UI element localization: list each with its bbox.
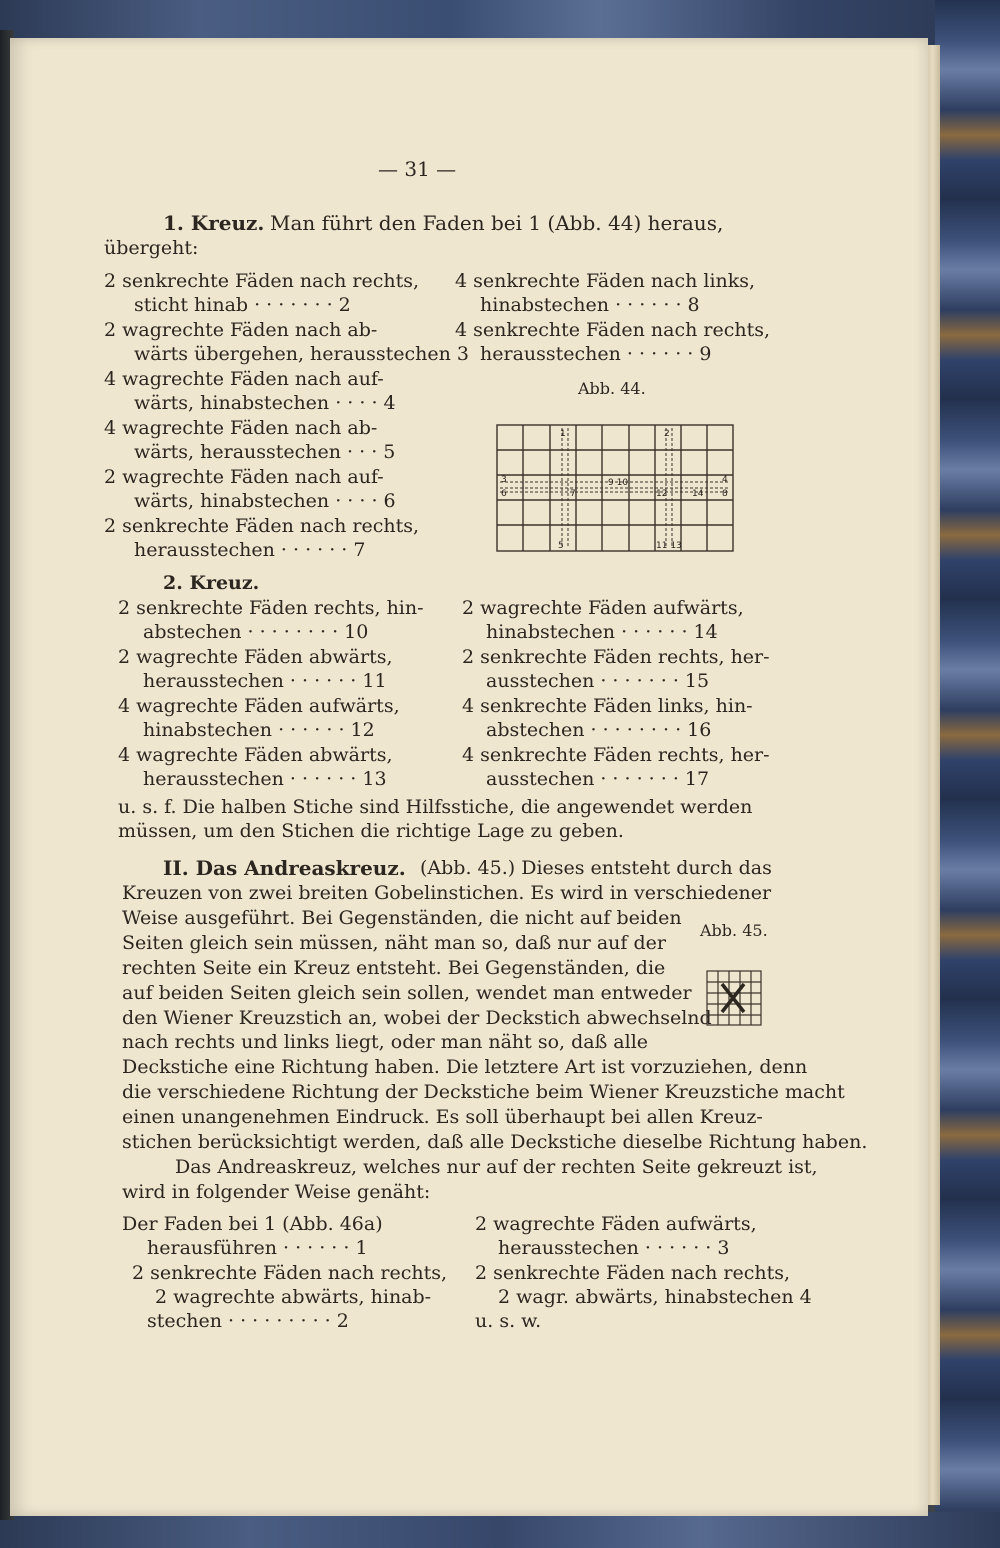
- paragraph-line: einen unangenehmen Eindruck. Es soll überhaupt bei allen Kreuz-: [122, 1106, 763, 1128]
- figure-44-mark: 8: [722, 489, 728, 499]
- figure-44-mark: 11 13: [656, 541, 682, 551]
- paragraph-line: u. s. f. Die halben Stiche sind Hilfsstiche, die angewendet werden: [118, 796, 753, 818]
- step-line: hinabstechen · · · · · · 14: [486, 621, 718, 643]
- step-line: 2 senkrechte Fäden nach rechts,: [104, 515, 420, 537]
- figure-44-mark: 7: [570, 489, 576, 499]
- step-line: 4 senkrechte Fäden nach links,: [455, 270, 756, 292]
- step-line: herausstechen · · · · · · 7: [134, 539, 366, 561]
- section-intro-cont: übergeht:: [104, 237, 199, 259]
- figure-44-label: Abb. 44.: [578, 379, 646, 398]
- step-line: stechen · · · · · · · · · 2: [147, 1310, 349, 1332]
- figure-44-mark: 2: [664, 429, 670, 439]
- step-line: 4 senkrechte Fäden links, hin-: [462, 695, 753, 717]
- figure-44-mark: 4: [722, 475, 728, 485]
- figure-44-mark: 1: [560, 429, 566, 439]
- paragraph-line: Seiten gleich sein müssen, näht man so, daß nur auf der: [122, 932, 666, 954]
- paragraph-line: Kreuzen von zwei breiten Gobelinstichen. Es wird in verschiedener: [122, 882, 772, 904]
- step-line: sticht hinab · · · · · · · 2: [134, 294, 351, 316]
- step-line: 2 wagrechte Fäden abwärts,: [118, 646, 393, 668]
- step-line: herausstechen · · · · · · 13: [143, 768, 387, 790]
- step-line: 2 senkrechte Fäden rechts, her-: [462, 646, 770, 668]
- step-line: 2 senkrechte Fäden rechts, hin-: [118, 597, 424, 619]
- step-line: wärts übergehen, herausstechen 3: [134, 343, 470, 365]
- figure-44-mark: 9 10: [608, 478, 629, 488]
- section-heading-kreuz-2: 2. Kreuz.: [163, 572, 260, 594]
- paragraph-line: die verschiedene Richtung der Deckstiche beim Wiener Kreuzstiche macht: [122, 1081, 845, 1103]
- step-line: u. s. w.: [475, 1310, 542, 1332]
- step-line: wärts, herausstechen · · · 5: [134, 441, 396, 463]
- figure-45-label: Abb. 45.: [700, 921, 768, 940]
- figure-44-stitch-grid: [496, 424, 736, 554]
- step-line: 2 senkrechte Fäden nach rechts,: [132, 1262, 448, 1284]
- section-intro: Man führt den Faden bei 1 (Abb. 44) heraus,: [270, 211, 724, 235]
- paragraph-line: Das Andreaskreuz, welches nur auf der rechten Seite gekreuzt ist,: [175, 1156, 818, 1178]
- figure-44-mark: 6: [501, 489, 507, 499]
- step-line: hinabstechen · · · · · · 8: [480, 294, 700, 316]
- step-line: 4 senkrechte Fäden rechts, her-: [462, 744, 770, 766]
- paragraph-line: (Abb. 45.) Dieses entsteht durch das: [420, 857, 772, 879]
- paragraph-line: Deckstiche eine Richtung haben. Die letztere Art ist vorzuziehen, denn: [122, 1056, 808, 1078]
- figure-44-mark: 5: [558, 541, 564, 551]
- step-line: herausführen · · · · · · 1: [147, 1237, 368, 1259]
- step-line: 4 senkrechte Fäden nach rechts,: [455, 319, 771, 341]
- paragraph-line: Weise ausgeführt. Bei Gegenständen, die nicht auf beiden: [122, 907, 682, 929]
- figure-44-mark: 12: [656, 489, 668, 499]
- step-line: 4 wagrechte Fäden abwärts,: [118, 744, 393, 766]
- step-line: 2 wagrechte Fäden nach ab-: [104, 319, 378, 341]
- step-line: herausstechen · · · · · · 9: [480, 343, 712, 365]
- paragraph-line: den Wiener Kreuzstich an, wobei der Deckstich abwechselnd: [122, 1007, 712, 1029]
- paragraph-line: stichen berücksichtigt werden, daß alle Deckstiche dieselbe Richtung haben.: [122, 1131, 868, 1153]
- step-line: ausstechen · · · · · · · 17: [486, 768, 710, 790]
- book-cover-bottom: [0, 1512, 1000, 1548]
- step-line: 4 wagrechte Fäden nach auf-: [104, 368, 384, 390]
- paragraph-line: rechten Seite ein Kreuz entsteht. Bei Gegenständen, die: [122, 957, 666, 979]
- section-heading-andreaskreuz: II. Das Andreaskreuz.: [163, 856, 406, 880]
- step-line: 2 wagrechte Fäden nach auf-: [104, 466, 384, 488]
- step-line: 2 wagrechte Fäden aufwärts,: [462, 597, 744, 619]
- step-line: abstechen · · · · · · · · 10: [143, 621, 369, 643]
- step-line: 2 wagr. abwärts, hinabstechen 4: [498, 1286, 812, 1308]
- step-line: ausstechen · · · · · · · 15: [486, 670, 710, 692]
- paragraph-line: wird in folgender Weise genäht:: [122, 1181, 431, 1203]
- book-cover-marbled-edge: [935, 0, 1000, 1548]
- paragraph-line: nach rechts und links liegt, oder man näht so, daß alle: [122, 1031, 649, 1053]
- step-line: 4 wagrechte Fäden nach ab-: [104, 417, 378, 439]
- figure-45-andreaskreuz-grid: [706, 970, 764, 1028]
- step-line: herausstechen · · · · · · 3: [498, 1237, 730, 1259]
- step-line: 2 senkrechte Fäden nach rechts,: [475, 1262, 791, 1284]
- step-line: abstechen · · · · · · · · 16: [486, 719, 712, 741]
- step-line: 4 wagrechte Fäden aufwärts,: [118, 695, 400, 717]
- step-line: Der Faden bei 1 (Abb. 46a): [122, 1213, 383, 1235]
- step-line: 2 wagrechte abwärts, hinab-: [155, 1286, 432, 1308]
- paragraph-line: müssen, um den Stichen die richtige Lage zu geben.: [118, 820, 624, 842]
- step-line: herausstechen · · · · · · 11: [143, 670, 387, 692]
- step-line: 2 senkrechte Fäden nach rechts,: [104, 270, 420, 292]
- page-number: — 31 —: [378, 157, 457, 181]
- step-line: 2 wagrechte Fäden aufwärts,: [475, 1213, 757, 1235]
- figure-44-mark: 14: [692, 489, 704, 499]
- figure-44-mark: 3: [501, 475, 507, 485]
- step-line: hinabstechen · · · · · · 12: [143, 719, 375, 741]
- paragraph-line: auf beiden Seiten gleich sein sollen, wendet man entweder: [122, 982, 692, 1004]
- step-line: wärts, hinabstechen · · · · 4: [134, 392, 396, 414]
- step-line: wärts, hinabstechen · · · · 6: [134, 490, 396, 512]
- section-heading-kreuz-1: 1. Kreuz.: [163, 211, 265, 235]
